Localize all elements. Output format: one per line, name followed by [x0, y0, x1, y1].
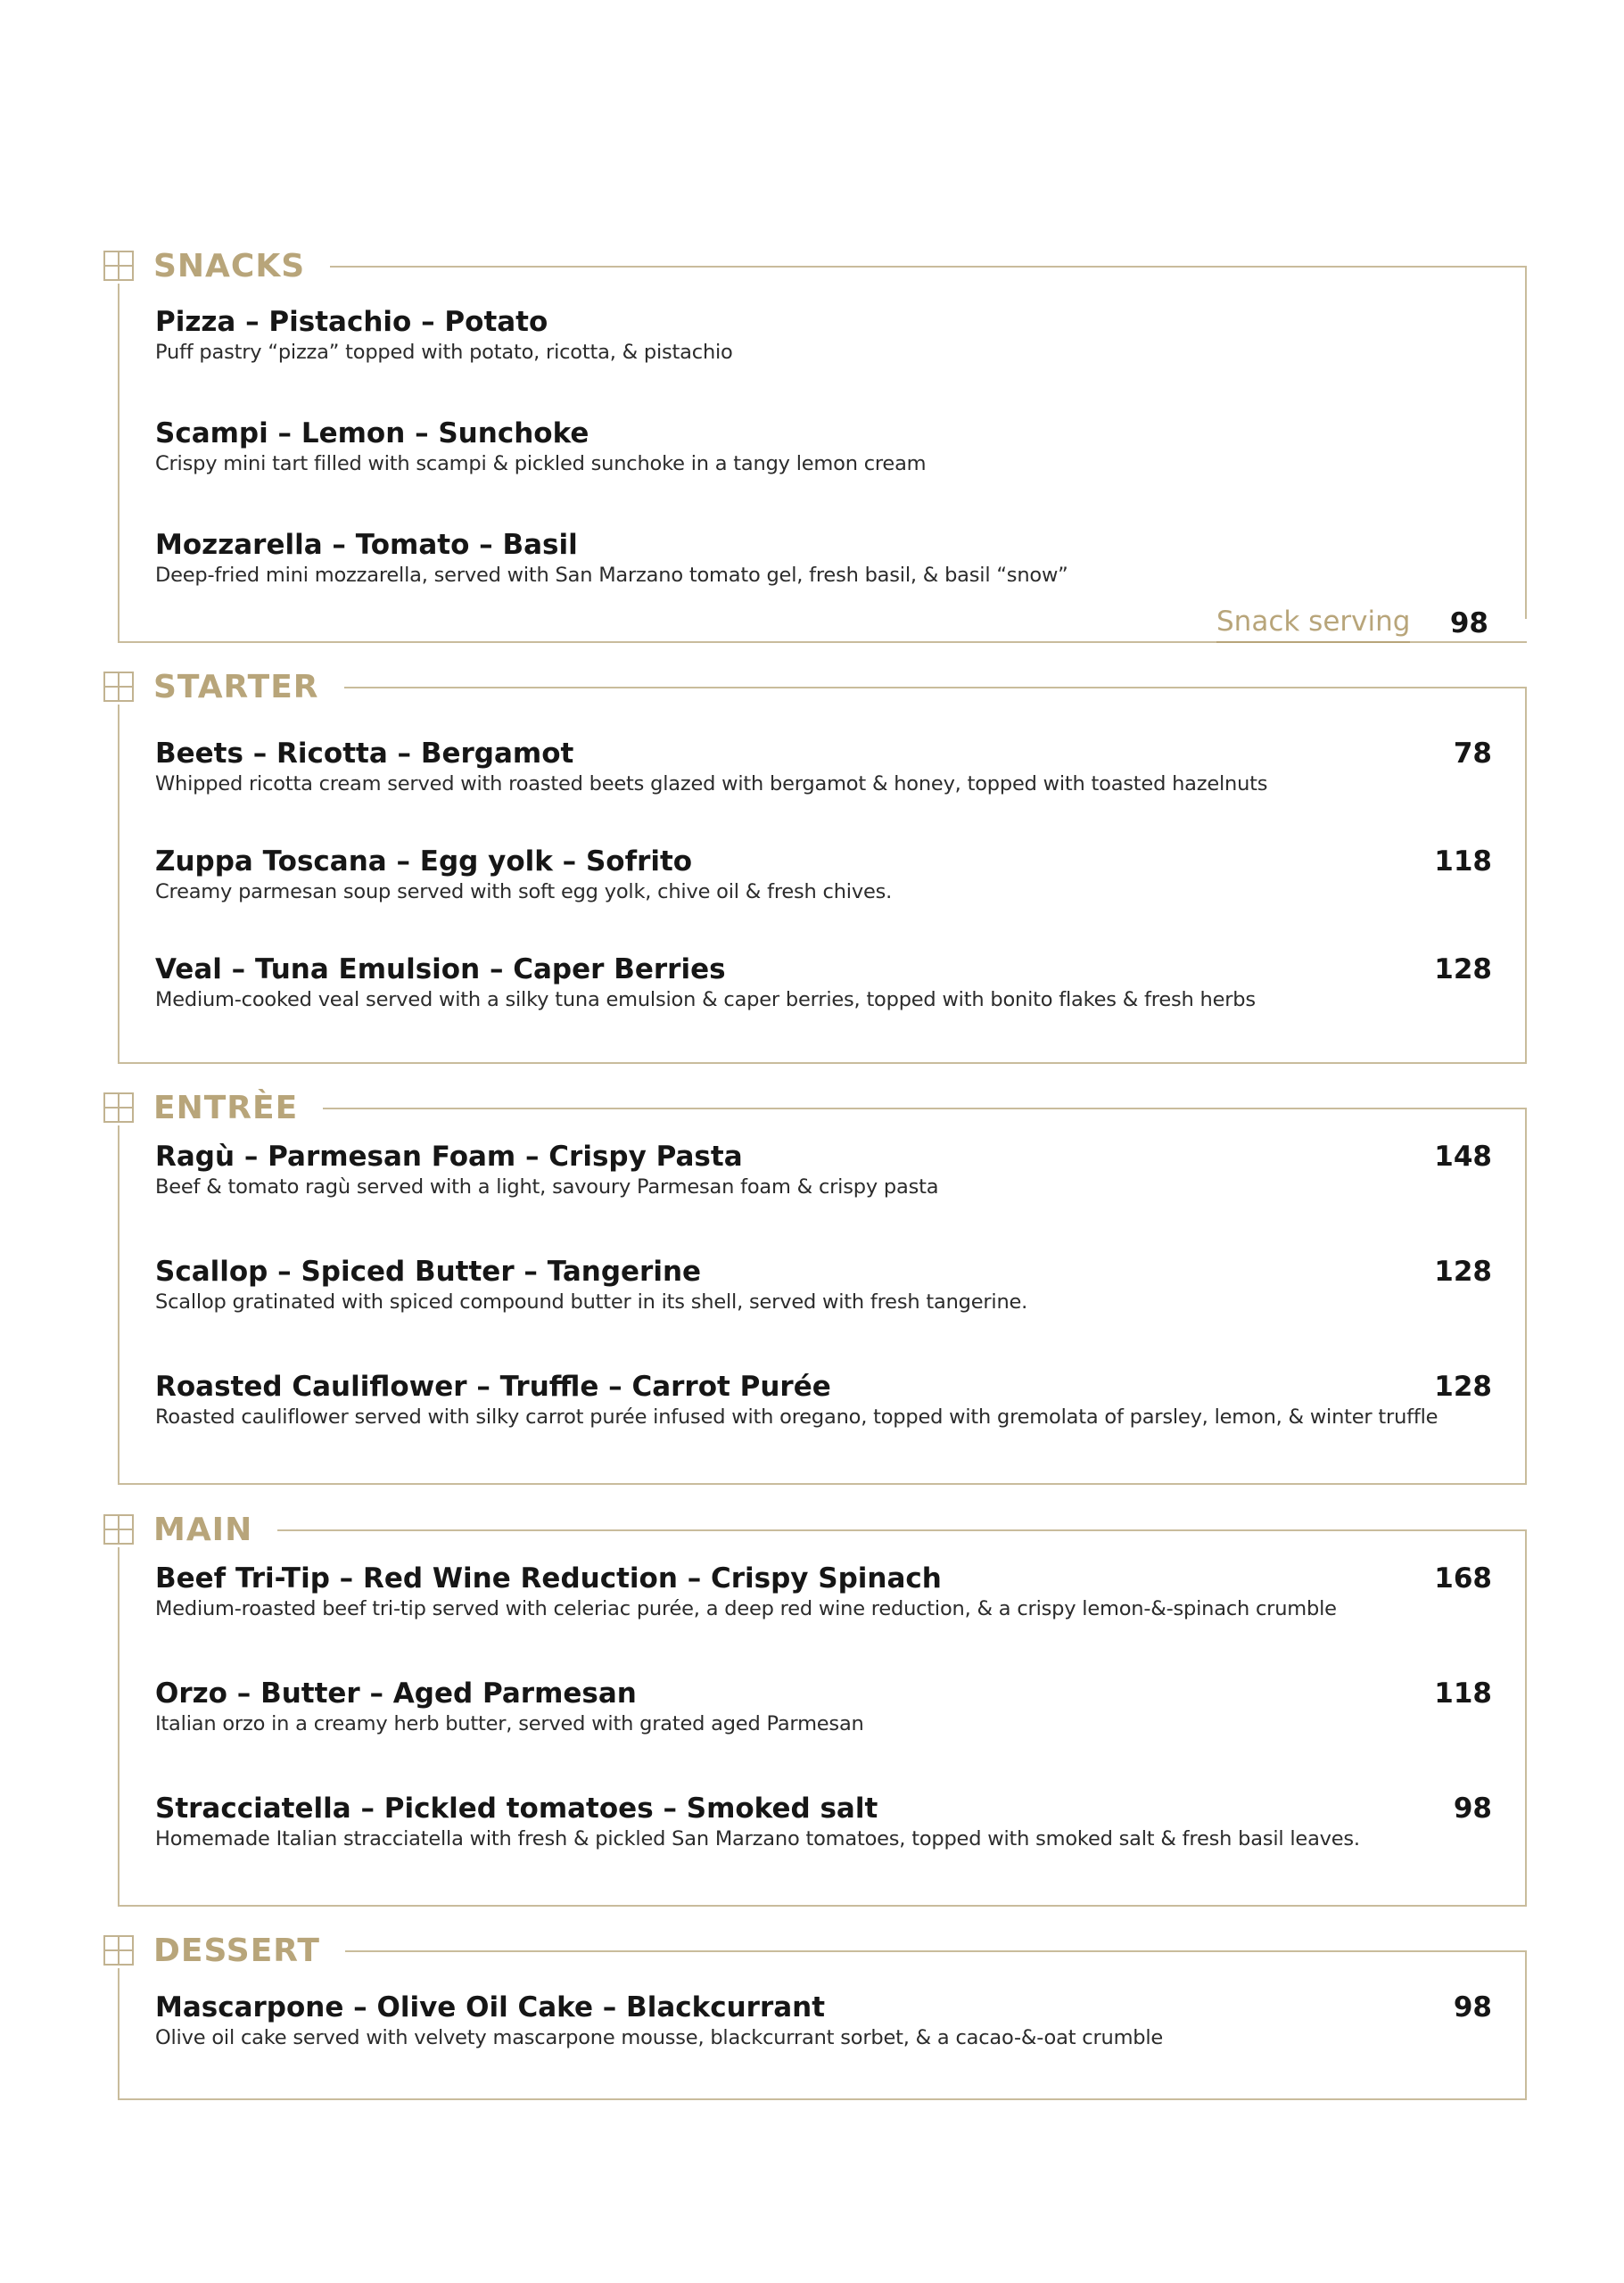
item-name: Zuppa Toscana – Egg yolk – Sofrito — [155, 845, 693, 878]
menu-item — [155, 1792, 1493, 1852]
grid-icon — [103, 1514, 134, 1545]
menu-item — [155, 305, 1493, 366]
item-price: 168 — [1434, 1562, 1492, 1595]
main-section-header — [103, 1512, 277, 1547]
grid-icon — [103, 251, 134, 281]
snack-serving-label: Snack serving — [1216, 604, 1410, 643]
item-name: Mascarpone – Olive Oil Cake – Blackcurrant — [155, 1991, 826, 2023]
menu-item — [155, 737, 1493, 797]
item-description: Scallop gratinated with spiced compound butter in its shell, served with fresh tangerine. — [155, 1290, 1028, 1314]
section-title: DESSERT — [153, 1932, 320, 1969]
item-description: Olive oil cake served with velvety mascarpone mousse, blackcurrant sorbet, & a cacao-&-oat crumble — [155, 2026, 1164, 2049]
item-name: Scallop – Spiced Butter – Tangerine — [155, 1256, 702, 1288]
item-description: Roasted cauliflower served with silky carrot purée infused with oregano, topped with gremolata of parsley, lemon, & winter truffle — [155, 1405, 1439, 1429]
menu-item — [155, 1990, 1493, 2051]
menu-item — [155, 1370, 1493, 1430]
entree-section-header — [103, 1090, 323, 1125]
item-name: Orzo – Butter – Aged Parmesan — [155, 1677, 637, 1710]
menu-item — [155, 416, 1493, 477]
menu-item — [155, 1140, 1493, 1200]
menu-item — [155, 1562, 1493, 1622]
item-price: 118 — [1434, 845, 1492, 878]
section-title: SNACKS — [153, 247, 306, 284]
item-name: Ragù – Parmesan Foam – Crispy Pasta — [155, 1141, 743, 1173]
item-description: Crispy mini tart filled with scampi & pickled sunchoke in a tangy lemon cream — [155, 452, 927, 475]
item-price: 98 — [1453, 1991, 1492, 2023]
item-name: Scampi – Lemon – Sunchoke — [155, 417, 589, 449]
snacks-section-header — [103, 248, 330, 284]
menu-item — [155, 528, 1493, 589]
menu-item — [155, 952, 1493, 1013]
section-title: ENTRÈE — [153, 1089, 299, 1126]
item-name: Beets – Ricotta – Bergamot — [155, 738, 574, 770]
section-title: MAIN — [153, 1511, 253, 1548]
section-title: STARTER — [153, 668, 319, 705]
item-description: Puff pastry “pizza” topped with potato, ricotta, & pistachio — [155, 341, 733, 364]
item-name: Mozzarella – Tomato – Basil — [155, 529, 578, 561]
item-price: 78 — [1453, 738, 1492, 770]
menu-item — [155, 1677, 1493, 1737]
item-price: 148 — [1434, 1141, 1492, 1173]
item-description: Italian orzo in a creamy herb butter, served with grated aged Parmesan — [155, 1712, 864, 1735]
item-description: Homemade Italian stracciatella with fresh & pickled San Marzano tomatoes, topped with smoked salt & fresh basil leaves. — [155, 1827, 1360, 1850]
item-name: Stracciatella – Pickled tomatoes – Smoked salt — [155, 1793, 878, 1825]
item-description: Medium-cooked veal served with a silky tuna emulsion & caper berries, topped with bonito flakes & fresh herbs — [155, 988, 1256, 1011]
item-name: Beef Tri-Tip – Red Wine Reduction – Crispy Spinach — [155, 1562, 942, 1595]
item-description: Whipped ricotta cream served with roasted beets glazed with bergamot & honey, topped with toasted hazelnuts — [155, 772, 1268, 795]
dessert-section-header — [103, 1933, 345, 1968]
item-name: Pizza – Pistachio – Potato — [155, 306, 548, 338]
menu-item — [155, 845, 1493, 905]
item-price: 128 — [1434, 953, 1492, 985]
menu-item — [155, 1255, 1493, 1315]
item-price: 118 — [1434, 1677, 1492, 1710]
item-description: Medium-roasted beef tri-tip served with celeriac purée, a deep red wine reduction, & a crispy lemon-&-spinach crumble — [155, 1597, 1337, 1620]
grid-icon — [103, 1092, 134, 1123]
item-name: Veal – Tuna Emulsion – Caper Berries — [155, 953, 726, 985]
grid-icon — [103, 672, 134, 702]
item-description: Deep-fried mini mozzarella, served with San Marzano tomato gel, fresh basil, & basil “snow” — [155, 564, 1068, 587]
item-name: Roasted Cauliflower – Truffle – Carrot Purée — [155, 1371, 831, 1403]
snack-serving-price: 98 — [1449, 607, 1488, 639]
grid-icon — [103, 1935, 134, 1966]
starter-section-header — [103, 669, 344, 705]
item-price: 128 — [1434, 1371, 1492, 1403]
item-price: 128 — [1434, 1256, 1492, 1288]
item-description: Creamy parmesan soup served with soft egg yolk, chive oil & fresh chives. — [155, 880, 893, 903]
item-description: Beef & tomato ragù served with a light, savoury Parmesan foam & crispy pasta — [155, 1175, 939, 1199]
item-price: 98 — [1453, 1793, 1492, 1825]
